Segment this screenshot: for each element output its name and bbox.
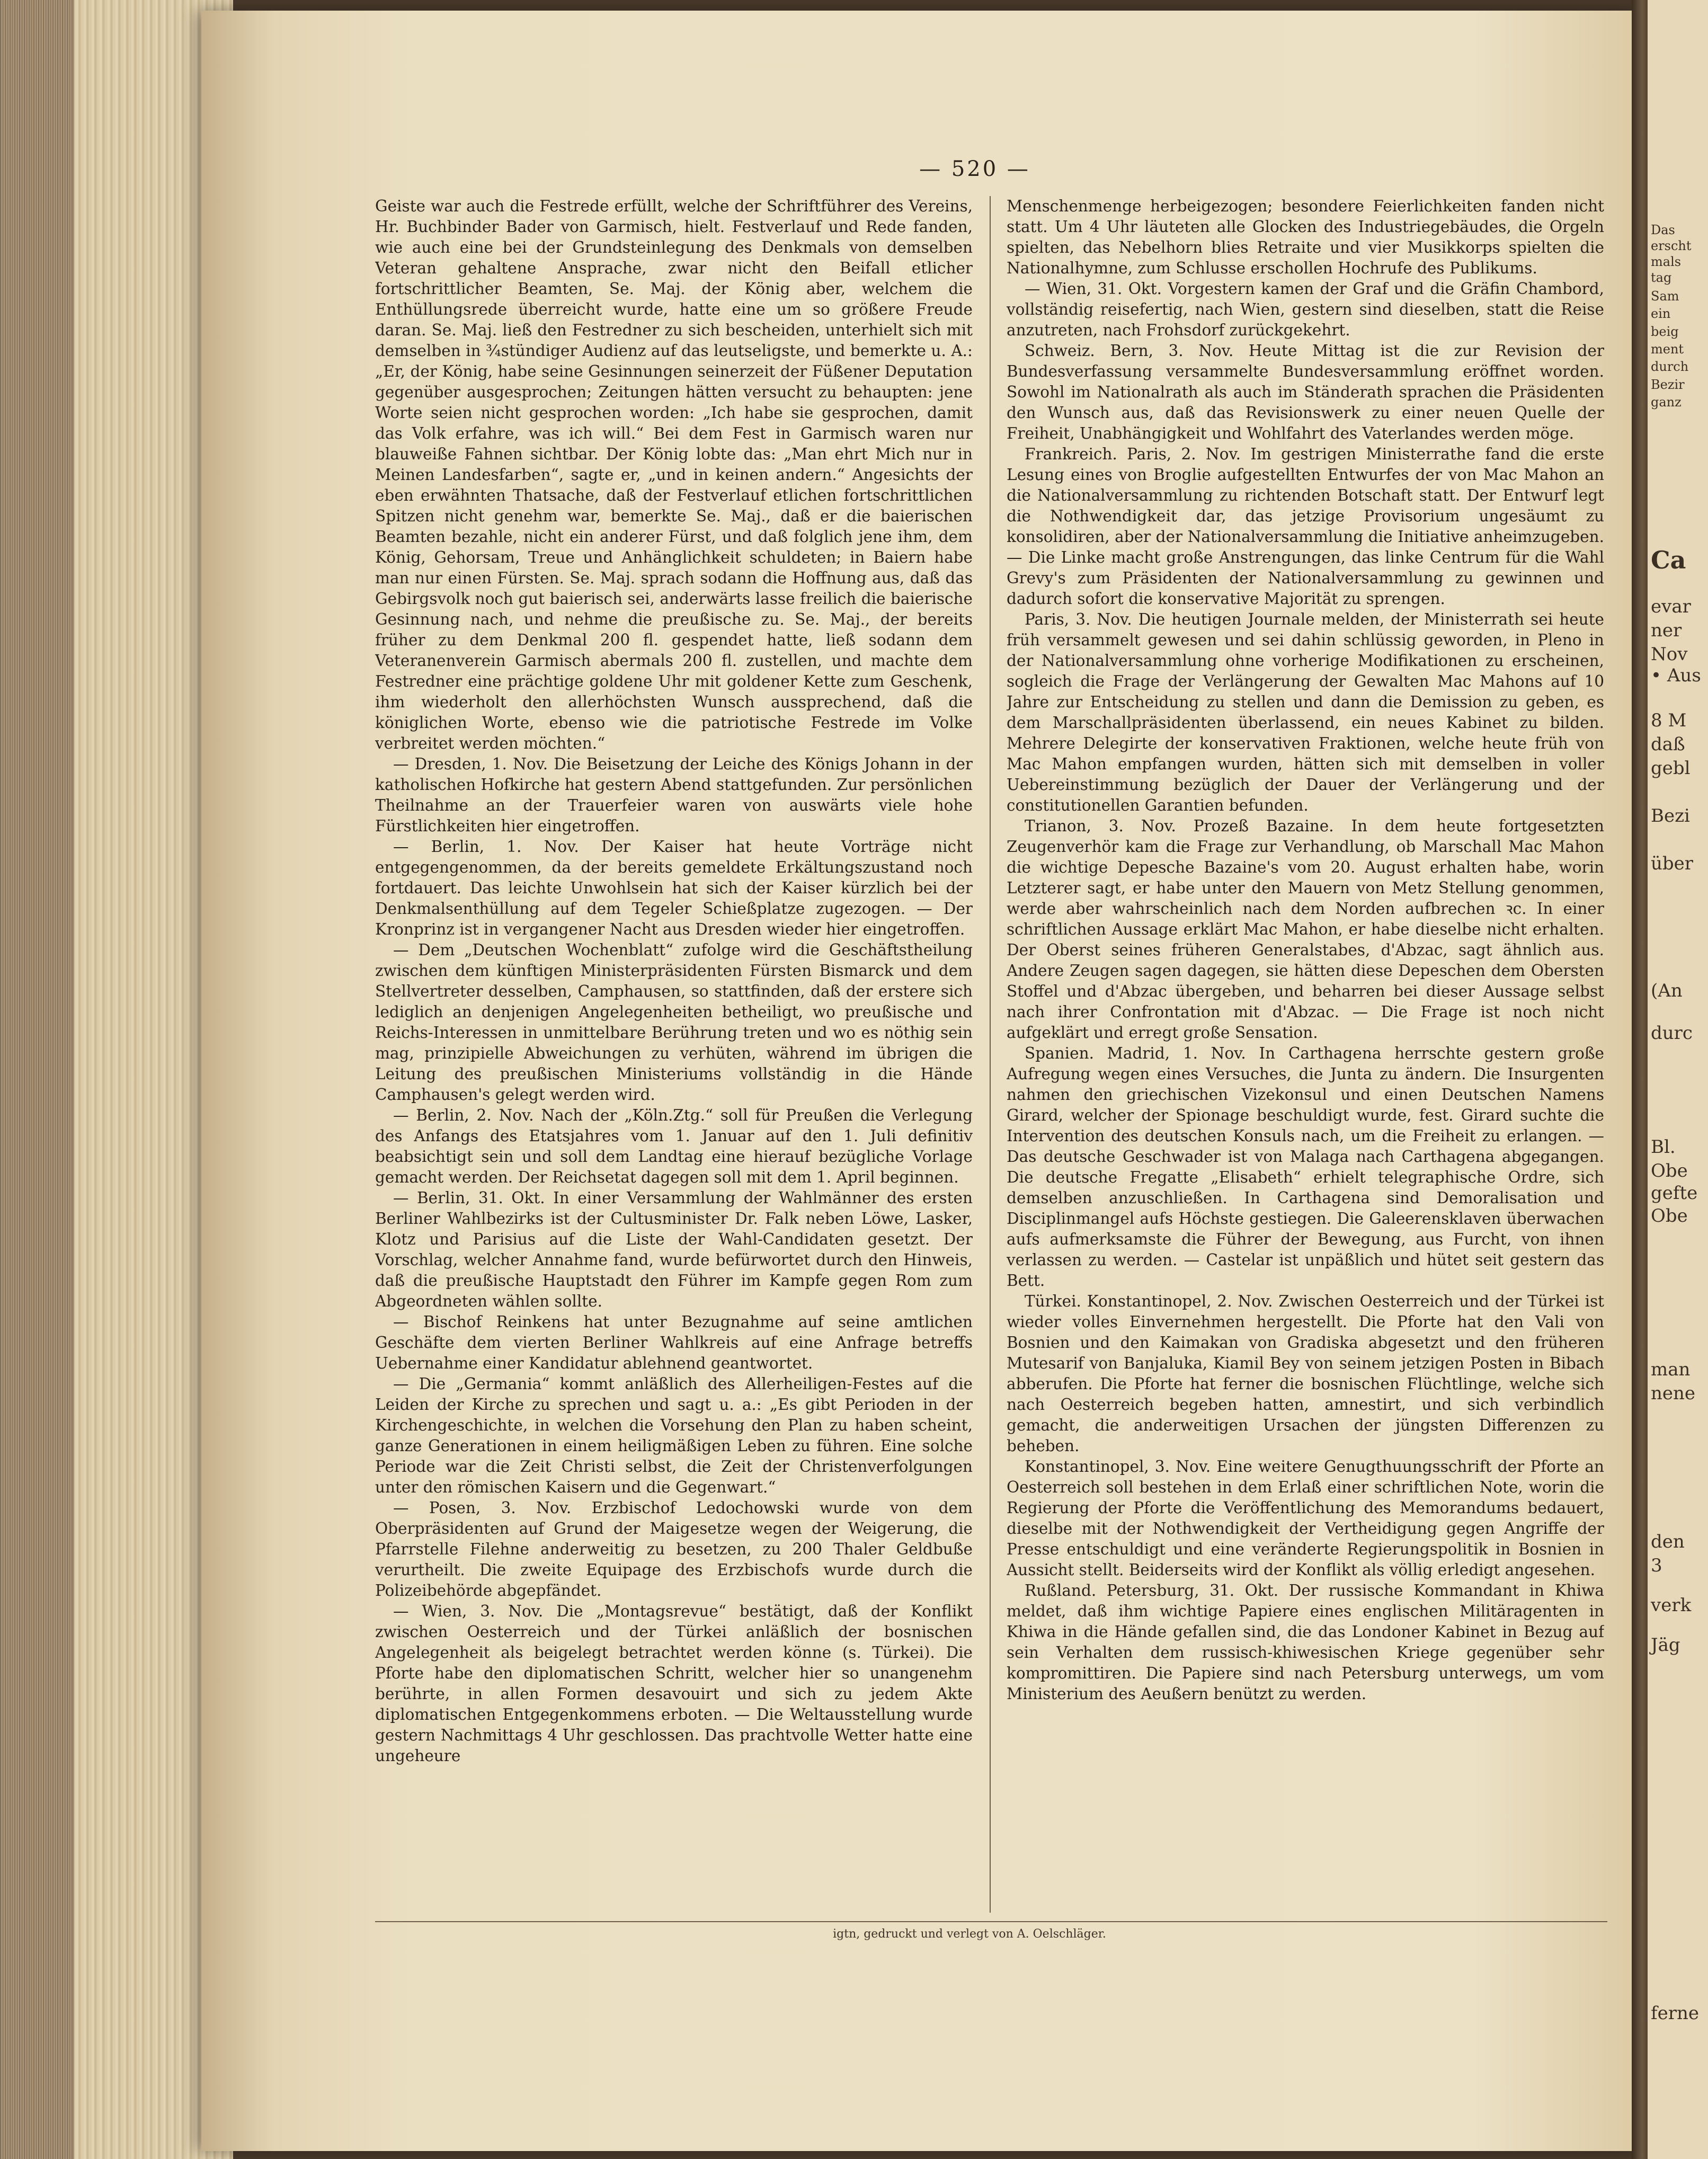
book-block-edge [0,0,74,2159]
fragment-text: Bezi [1651,805,1690,827]
fragment-text: 8 M [1651,710,1687,731]
fragment-text: Nov [1651,644,1688,665]
column-divider [990,196,991,1913]
fragment-text: mals [1651,254,1682,269]
article-paragraph: — Dem „Deutschen Wochenblatt“ zufolge wird die Geschäftstheilung zwischen dem künftigen Ministerpräsidenten Fürsten Bismarck und dem Stellvertreter desselben, Camphausen, so stattfinden, daß der erstere sich lediglich an denjenigen Angelegenheiten betheiligt, wo preußische und Reichs-Interessen in unmittelbare Berührung treten und wo es nöthig sein mag, prinzipielle Abweichungen zu verhüten, während im übrigen die Leitung des preußischen Ministeriums vollständig in die Hände Camphausen's gelegt werden wird. [375,941,973,1104]
article-paragraph: — Berlin, 2. Nov. Nach der „Köln.Ztg.“ soll für Preußen die Verlegung des Anfangs des Etatsjahres vom 1. Januar auf den 1. Juli definitiv beabsichtigt sein und soll dem Landtag eine hierauf bezügliche Vorlage gemacht werden. Der Reichsetat dagegen soll mit dem 1. April beginnen. [375,1106,973,1186]
article-paragraph: Paris, 3. Nov. Die heutigen Journale melden, der Ministerrath sei heute früh versammelt gewesen und sei dahin schlüssig geworden, in Pleno in der Nationalversammlung ohne vorherige Modifikationen zu erscheinen, sogleich die Frage der Verlängerung der Gewalten Mac Mahons auf 10 Jahre zur Entscheidung zu stellen und dann die Demission zu geben, es dem Marschallpräsidenten überlassend, ein neues Kabinet zu bilden. Mehrere Delegirte der konservativen Fraktionen, welche heute früh von Mac Mahon empfangen wurden, hätten sich mit demselben in voller Uebereinstimmung bezüglich der Dauer der Verlängerung und der constitutionellen Garantien befunden. [1007,610,1604,814]
fragment-text: Das [1651,223,1675,237]
article-columns [375,196,1607,1913]
article-paragraph: — Berlin, 1. Nov. Der Kaiser hat heute Vorträge nicht entgegengenommen, da der bereits gemeldete Erkältungszustand noch fortdauert. Das leichte Unwohlsein hat sich der Kaiser kürzlich bei der Denkmalsenthüllung auf dem Tegeler Schießplatze zugezogen. — Der Kronprinz ist in vergangener Nacht aus Dresden wieder hier eingetroffen. [375,838,973,938]
left-column [375,196,973,1913]
article-paragraph: Konstantinopel, 3. Nov. Eine weitere Genugthuungsschrift der Pforte an Oesterreich soll bestehen in dem Erlaß einer schriftlichen Note, worin die Regierung der Pforte die Veröffentlichung des Memorandums bedauert, dieselbe mit der Nothwendigkeit der Vertheidigung gegen Angriffe der Presse entschuldigt und eine veränderte Regierungspolitik in Bosnien in Aussicht stellt. Beiderseits wird der Konflikt als völlig erledigt angesehen. [1007,1458,1604,1579]
article-paragraph: — Wien, 3. Nov. Die „Montagsrevue“ bestätigt, daß der Konflikt zwischen Oesterreich und der Türkei anläßlich der bosnischen Angelegenheit als beigelegt betrachtet werden könne (s. Türkei). Die Pforte habe den diplomatischen Schritt, welcher hier so unangenehm berührte, in allen Formen desavouirt und sich zu jedem Akte diplomatischen Entgegenkommens erboten. — Die Weltausstellung wurde gestern Nachmittags 4 Uhr geschlossen. Das prachtvolle Wetter hatte eine ungeheure [375,1602,973,1765]
fragment-text: durc [1651,1023,1693,1044]
fragment-text: Sam [1651,289,1679,304]
fragment-text: Bezir [1651,377,1685,392]
fragment-text: Jäg [1651,1634,1680,1656]
fragment-text: ferne [1651,2003,1699,2024]
fragment-text: daß [1651,734,1685,755]
article-paragraph: — Bischof Reinkens hat unter Bezugnahme auf seine amtlichen Geschäfte dem vierten Berliner Wahlkreis auf eine Anfrage betreffs Uebernahme einer Kandidatur ablehnend geantwortet. [375,1313,973,1372]
fragment-text: evar [1651,596,1691,617]
page-number: — 520 — [919,157,1030,181]
fragment-text: man [1651,1359,1691,1380]
fragment-text: gefte [1651,1183,1698,1204]
article-paragraph: Schweiz. Bern, 3. Nov. Heute Mittag ist die zur Revision der Bundesverfassung versammelte Bundesversammlung eröffnet worden. Sowohl im Nationalrath als auch im Ständerath sprachen die Präsidenten den Wunsch aus, daß das Revisionswerk zu einer neuen Quelle der Freiheit, Unabhängigkeit und Wohlfahrt des Vaterlandes werden möge. [1007,342,1604,442]
printer-imprint: igtn, gedruckt und verlegt von A. Oelschläger. [833,1927,1106,1941]
fragment-text: beig [1651,324,1679,339]
article-paragraph: Türkei. Konstantinopel, 2. Nov. Zwischen Oesterreich und der Türkei ist wieder volles Einvernehmen hergestellt. Die Pforte hat den Vali von Bosnien und den Kaimakan von Gradiska abgesetzt und den früheren Mutesarif von Banjaluka, Kiamil Bey von seinem jetzigen Posten in Bibach abberufen. Die Pforte hat ferner die bosnischen Flüchtlinge, welche sich nach Oesterreich begeben hatten, amnestirt, und sich verbindlich gemacht, die anderweitigen Ursachen der jüngsten Differenzen zu beheben. [1007,1292,1604,1455]
footer-rule [375,1921,1607,1922]
fragment-text: über [1651,853,1694,874]
article-paragraph: Trianon, 3. Nov. Prozeß Bazaine. In dem heute fortgesetzten Zeugenverhör kam die Frage zur Verhandlung, ob Marschall Mac Mahon die wichtige Depesche Bazaine's vom 20. August erhalten habe, worin Letzterer sagt, er habe unter den Mauern von Metz Stellung genommen, werde aber wahrscheinlich nach dem Norden aufbrechen ꝛc. In einer schriftlichen Aussage erklärt Mac Mahon, er habe dieselbe nicht erhalten. Der Oberst seines früheren Generalstabes, d'Abzac, sagt ähnlich aus. Andere Zeugen sagen dagegen, sie hätten diese Depeschen dem Obersten Stoffel und d'Abzac übergeben, und beharren bei dieser Aussage selbst nach ihrer Confrontation mit d'Abzac. — Die Frage ist noch nicht aufgeklärt und erregt große Sensation. [1007,817,1604,1042]
article-paragraph: — Wien, 31. Okt. Vorgestern kamen der Graf und die Gräfin Chambord, vollständig reisefertig, nach Wien, gestern sind dieselben, statt die Reise anzutreten, nach Frohsdorf zurückgekehrt. [1007,280,1604,339]
fragment-text: Ca [1651,546,1686,574]
fragment-text: Obe [1651,1160,1688,1181]
fragment-text: • Aus [1651,665,1701,686]
fragment-text: erscht [1651,238,1692,253]
fragment-text: Obe [1651,1205,1688,1227]
fragment-text: gebl [1651,758,1691,779]
article-paragraph: Geiste war auch die Festrede erfüllt, welche der Schriftführer des Vereins, Hr. Buchbinder Bader von Garmisch, hielt. Festverlauf und Rede fanden, wie auch eine bei der Grundsteinlegung des Denkmals von demselben Veteran gehaltene Ansprache, zwar nicht den Beifall etlicher fortschrittlicher Beamten, Se. Maj. der König aber, welchem die Enthüllungsrede überreicht wurde, hatte eine um so größere Freude daran. Se. Maj. ließ den Festredner zu sich bescheiden, unterhielt sich mit demselben in ¾stündiger Audienz auf das leutseligste, und bemerkte u. A.: „Er, der König, habe seine Gesinnungen seinerzeit der Füßener Deputation gegenüber ausgesprochen; Zeitungen hätten versucht zu behaupten: jene Worte seien nicht gesprochen worden: „Ich habe sie gesprochen, damit das Volk erfahre, was ich will.“ Bei dem Fest in Garmisch waren nur blauweiße Fahnen sichtbar. Der König lobte das: „Man ehrt Mich nur in Meinen Landesfarben“, sagte er, „und in keinen andern.“ Angesichts der eben erwähnten Thatsache, daß der Festverlauf etlichen fortschrittlichen Spitzen nicht genehm war, bemerkte Se. Maj., daß er die baierischen Beamten bezahle, nicht ein anderer Fürst, und daß folglich jene ihm, dem König, Gehorsam, Treue und Anhänglichkeit schuldeten; in Baiern habe man nur einen Fürsten. Se. Maj. sprach sodann die Hoffnung aus, daß das Gebirgsvolk noch gut baierisch sei, anderwärts lasse freilich die baierische Gesinnung nach, und nehme die preußische zu. Se. Maj., der bereits früher zu dem Denkmal 200 fl. gespendet hatte, ließ sodann dem Veteranenverein Garmisch abermals 200 fl. zustellen, und machte dem Festredner eine prächtige goldene Uhr mit goldener Kette zum Geschenk, ihm wiederholt den allerhöchsten Wunsch aussprechend, daß die königlichen Worte, ebenso wie die patriotische Festrede im Volke verbreitet werden möchten.“ [375,197,973,752]
article-paragraph: — Berlin, 31. Okt. In einer Versammlung der Wahlmänner des ersten Berliner Wahlbezirks ist der Cultusminister Dr. Falk neben Löwe, Lasker, Klotz und Parisius auf die Liste der Wahl-Candidaten gesetzt. Der Vorschlag, welcher Annahme fand, wurde befürwortet durch den Hinweis, daß die preußische Hauptstadt den Führer im Kampfe gegen Rom zum Abgeordneten wählen sollte. [375,1189,973,1310]
fragment-text: verk [1651,1595,1692,1616]
fragment-text: (An [1651,980,1683,1001]
article-paragraph: Rußland. Petersburg, 31. Okt. Der russische Kommandant in Khiwa meldet, daß ihm wichtige Papiere eines englischen Militäragenten in Khiwa in die Hände gefallen sind, die das Londoner Kabinet in Bezug auf sein Verhalten dem russisch-khiwesischen Kriege gegenüber sehr kompromittiren. Die Papiere sind nach Petersburg unterwegs, um vom Ministerium des Aeußern benützt zu werden. [1007,1582,1604,1703]
fragment-text: ner [1651,620,1682,641]
fragment-text: 3 [1651,1555,1662,1576]
fragment-text: ein [1651,306,1671,321]
right-column [1007,196,1604,1913]
article-paragraph: — Dresden, 1. Nov. Die Beisetzung der Leiche des Königs Johann in der katholischen Hofkirche hat gestern Abend stattgefunden. Zur persönlichen Theilnahme an der Trauerfeier waren von auswärts viele hohe Fürstlichkeiten hier eingetroffen. [375,755,973,835]
article-paragraph: — Die „Germania“ kommt anläßlich des Allerheiligen-Festes auf die Leiden der Kirche zu sprechen und sagt u. a.: „Es gibt Perioden in der Kirchengeschichte, in welchen die Vorsehung den Plan zu haben scheint, ganze Generationen in einem heiligmäßigen Leben zu führen. Eine solche Periode war die Zeit Christi selbst, die Zeit der Christenverfolgungen unter den römischen Kaisern und die Gegenwart.“ [375,1375,973,1496]
article-paragraph: Frankreich. Paris, 2. Nov. Im gestrigen Ministerrathe fand die erste Lesung eines von Broglie aufgestellten Entwurfes der von Mac Mahon an die Nationalversammlung zu richtenden Botschaft statt. Der Entwurf legt die Nothwendigkeit dar, das jetzige Provisorium ungesäumt zu konsolidiren, aber der Nationalversammlung die Initiative anheimzugeben. — Die Linke macht große Anstrengungen, das linke Centrum für die Wahl Grevy's zum Präsidenten der Nationalversammlung zu gewinnen und dadurch sofort die konservative Majorität zu sprengen. [1007,445,1604,608]
article-paragraph: Spanien. Madrid, 1. Nov. In Carthagena herrschte gestern große Aufregung wegen eines Versuches, die Junta zu ändern. Die Insurgenten nahmen den griechischen Vizekonsul und einen Deutschen Namens Girard, welcher der Spionage beschuldigt wurde, fest. Girard suchte die Intervention des deutschen Konsuls nach, um die Freiheit zu erlangen. — Das deutsche Geschwader ist von Malaga nach Carthagena abgegangen. Die deutsche Fregatte „Elisabeth“ erhielt telegraphische Ordre, sich demselben anzuschließen. In Carthagena sind Demoralisation und Disciplinmangel aufs Höchste gestiegen. Die Galeerensklaven überwachen aufs aufmerksamste die Führer der Bewegung, aus Furcht, von ihnen verlassen zu werden. — Castelar ist unpäßlich und hütet seit gestern das Bett. [1007,1044,1604,1290]
fragment-text: nene [1651,1383,1696,1404]
fragment-text: ganz [1651,395,1682,410]
fragment-text: Bl. [1651,1136,1676,1158]
article-paragraph: — Posen, 3. Nov. Erzbischof Ledochowski wurde von dem Oberpräsidenten auf Grund der Maigesetze wegen der Weigerung, die Pfarrstelle Filehne anderweitig zu besetzen, zu 200 Thaler Geldbuße verurtheilt. Die zweite Equipage des Erzbischofs wurde durch die Polizeibehörde abgepfändet. [375,1499,973,1600]
fragment-text: den [1651,1531,1685,1552]
fragment-text: durch [1651,359,1689,374]
fragment-text: ment [1651,342,1684,357]
article-paragraph: Menschenmenge herbeigezogen; besondere Feierlichkeiten fanden nicht statt. Um 4 Uhr läuteten alle Glocken des Industriegebäudes, die Orgeln spielten, das Nebelhorn blies Retraite und vier Musikkorps spielten die Nationalhymne, zum Schlusse erschollen Hochrufe des Publikums. [1007,197,1604,277]
adjacent-page-fragment [1648,0,1708,2159]
fragment-text: tag [1651,270,1672,285]
